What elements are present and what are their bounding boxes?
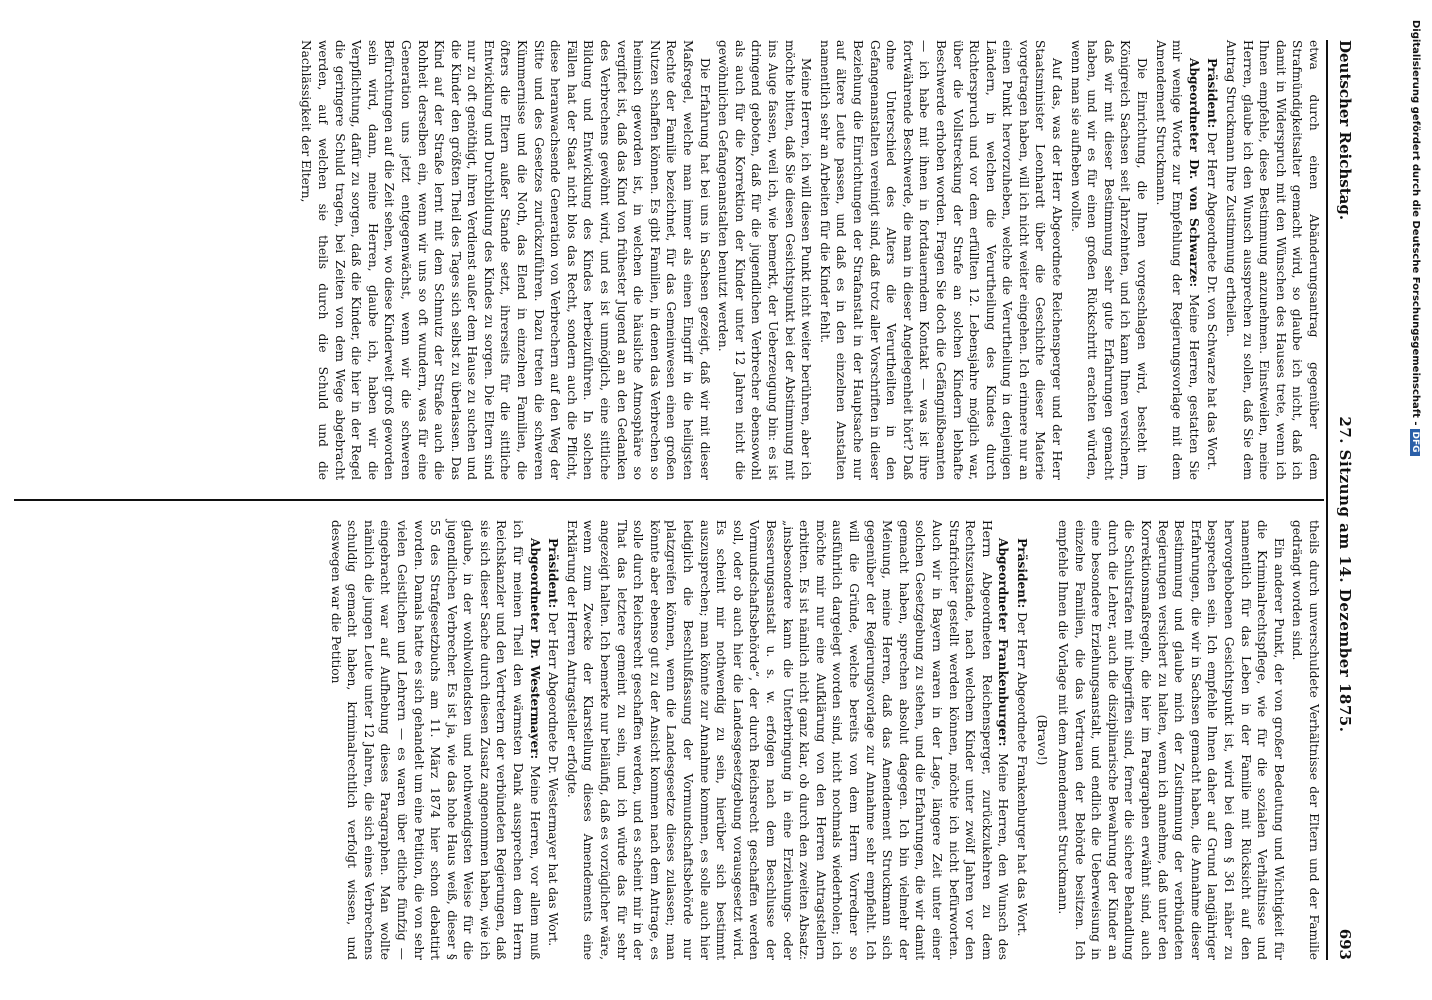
speech-paragraph (1152, 40, 1202, 480)
speaker-name: Präsident: (1014, 538, 1029, 609)
speech-text: Der Herr Abgeordnete Dr. von Schwarze hat das Wort. (1205, 132, 1220, 471)
speaker-name: Abgeordneter Dr. Westermayer: (527, 538, 542, 760)
speaker-name: Abgeordneter Dr. von Schwarze: (1186, 58, 1201, 288)
speech-paragraph (563, 520, 1011, 960)
header-rule (1326, 40, 1328, 960)
interjection: (Bravo!) (1035, 714, 1050, 766)
right-column (325, 520, 1322, 960)
speech-text: Der Herr Abgeordnete Frankenburger hat das Wort. (1014, 612, 1029, 937)
speaker-name: Abgeordneter Frankenburger: (996, 538, 1011, 747)
speech-text: Meine Herren, gestatten Sie mir wenige Worte zur Empfehlung der Regierungsvorlage mit dem Amendement Struckmann. (1153, 40, 1201, 481)
speech-text: Der Herr Abgeordnete Dr. Westermayer hat das Wort. (546, 612, 561, 947)
credit-strip (1405, 20, 1425, 980)
text-paragraph: Die Einrichtung, die Ihnen vorgeschlagen wird, besteht im Königreich Sachsen seit Jahrzehnten, und ich kann Ihnen versichern, daß wir mit dieser Bestimmung sehr gute Erfahrungen gemacht haben, und wir es für einen großen Rückschritt erachten würden, wenn man sie aufheben wollte. (1068, 40, 1150, 480)
header-title: 27. Sitzung am 14. Dezember 1875. (1336, 416, 1354, 733)
speaker-name: Präsident: (546, 538, 561, 609)
speech-paragraph (545, 520, 562, 960)
speech-paragraph (327, 520, 543, 960)
speech-text: Meine Herren, den Wunsch des Herrn Abgeordneten Reichensperger, zurückzukehren zu dem Rechtszustande, nach welchem Kinder unter zwölf Jahren vor den Strafrichter gestellt werden können, möchte ich nicht befürworten. Auch wir in Bayern waren in der Lage, längere Zeit unter einer solchen Gesetzgebung zu stehen, und die Erfahrungen, die wir damit gemacht haben, sprechen absolut dagegen. Ich bin vielmehr der Meinung, meine Herren, daß das Amendement Struckmann sich gegenüber der Regierungsvorlage zur Annahme sehr empfiehlt. Ich will die Gründe, welche bereits von dem Herrn Vorredner so ausführlich dargelegt worden sind, nicht nochmals wiederholen; ich möchte mir nur eine Aufklärung von den Herren Antragstellern erbitten. Es ist nämlich nicht ganz klar, ob durch den zweiten Absatz: „insbesondere kann die Unterbringung in eine Erziehungs- oder Besserungsanstalt u. s. w. erfolgen nach dem Beschlusse der Vormundschaftsbehörde“, der durch Reichsrecht geschaffen werden soll, oder ob auch hier die Landesgesetzgebung vorausgesetzt wird. Es scheint mir nothwendig zu sein, hierüber sich bestimmt auszusprechen; man könnte zur Annahme kommen, es solle auch hier lediglich die Beschlußfassung der Vormundschaftsbehörde nur platzgreifen können, wenn die Landesgesetze dieses zulassen; man könnte aber ebenso gut zu der Ansicht kommen nach dem Antrage, es solle durch Reichsrecht geschaffen werden, und es scheint mir in der That das letztere gemeint zu sein, und ich würde das für sehr angezeigt halten. Ich bemerke nur beiläufig, daß es vorzüglicher wäre, wenn zum Zwecke der Klarstellung dieses Amendements eine Erklärung der Herren Antragsteller erfolgte. (564, 520, 1011, 961)
speech-paragraph (1013, 520, 1030, 960)
text-paragraph: Ein anderer Punkt, der von großer Bedeutung und Wichtigkeit für die Kriminalrechtspflege, wie für die sozialen Verhältnisse und namentlich für das Leben in der Familie mit Rücksicht auf den hervorgehobenen Gesichtspunkt ist, wird bei dem § 361 näher zu besprechen sein. Ich empfehle Ihnen daher auf Grund langjähriger Erfahrungen, die wir in Sachsen gemacht haben, die Annahme dieser Bestimmung und glaube mich der Zustimmung der verbündeten Regierungen versichert zu halten, wenn ich annehme, daß unter den Korrektionsmaßregeln, die hier im Paragraphen erwähnt sind, auch die Schulstrafen mit inbegriffen sind, ferner die sichere Behandlung durch die Lehrer, auch die disziplinarische Bewahrung der Kinder an eine besondere Erziehungsanstalt, und endlich die Ueberweisung in einzelne Familien, die das Vertrauen der Behörde besitzen. Ich empfehle Ihnen die Vorlage mit dem Amendement Struckmann. (1056, 520, 1286, 960)
speech-paragraph (1204, 40, 1221, 480)
speaker-name: Präsident: (1205, 58, 1220, 129)
text-paragraph: Auf das, was der Herr Abgeordnete Reichensperger und der Herr Staatsminister Leonhardt über die Geschichte dieser Materie vorgetragen haben, will ich nicht weiter eingehen. Ich erinnere nur an einen Punkt hervorzuheben, welche die Verurtheilung in denjenigen Ländern, in welchen die Verurtheilung des Kindes durch Richterspruch und vor dem erfüllten 12. Lebensjahre möglich war, über die Vollstreckung der Strafe an solchen Kindern lebhafte Beschwerde erhoben worden. Fragen Sie doch die Gefängnißbeamten — ich habe mit ihnen in fortdauerndem Kontakt — was ist ihre fortwährende Beschwerde, die man in dieser Angelegenheit hört? Daß ohne Unterschied des Alters die Verurtheilten in den Gefangenanstalten vereinigt sind, daß trotz aller Vorschriften in dieser Beziehung die Einrichtungen der Strafanstalt in der Hauptsache nur auf ältere Leute passen, und daß es in den einzelnen Anstalten namentlich sehr an Arbeiten für die Kinder fehlt. (817, 40, 1065, 480)
dfg-logo: DFG (1410, 429, 1420, 456)
header-left: Deutscher Reichstag. (1336, 40, 1354, 221)
text-paragraph: theils durch unverschuldete Verhältnisse der Eltern und der Familie gedrängt worden sind. (1290, 520, 1321, 960)
text-paragraph: etwa durch einen Abänderungsantrag gegenüber dem Strafmündigkeitsalter gemacht wird, so glaube ich nicht, daß ich damit in Widerspruch mit den Wünschen des Hauses trete, wenn ich Ihnen empfehle, diese Bestimmung anzunehmen. Einstweilen, meine Herren, glaube ich den Wunsch aussprechen zu sollen, daß Sie dem Antrag Struckmann Ihre Zustimmung ertheilen. (1224, 40, 1321, 480)
digitization-credit (1410, 20, 1421, 980)
left-column (296, 40, 1322, 480)
text-paragraph: Meine Herren, ich will diesen Punkt nicht weiter berühren, aber ich möchte bitten, daß Sie diesen Gesichtspunkt bei der Abstimmung mit ins Auge fassen, weil ich, wie bemerkt, der Ueberzeugung bin: es ist dringend geboten, daß für die jugendlichen Verbrecher ebensowohl als auch für die Korrektion der Kinder unter 12 Jahren nicht die gewöhnlichen Gefangenanstalten benutzt werden. (716, 40, 814, 480)
page-number: 693 (1336, 928, 1354, 960)
column-divider (14, 499, 1324, 501)
text-paragraph: Die Erfahrung hat bei uns in Sachsen gezeigt, daß wir mit dieser Maßregel, welche man immer als einen Eingriff in die heiligsten Rechte der Familie bezeichnet, für das Gemeinwesen einen großen Nutzen schaffen können. Es gibt Familien, in denen das Verbrechen so heimisch geworden ist, in welchen die häusliche Atmosphäre so vergiftet ist, daß das Kind von frühester Jugend an an den Gedanken des Verbrechens gewöhnt wird, und es ist unmöglich, eine sittliche Bildung und Entwicklung des Kindes herbeizuführen. In solchen Fällen hat der Staat nicht blos das Recht, sondern auch die Pflicht, diese heranwachsende Generation von Verbrechern auf den Weg der Sitte und des Gesetzes zurückzuführen. Dazu treten die schweren Kümmernisse und die Noth, das Elend in einzelnen Familien, die öfters die Eltern außer Stande setzt, ihrerseits für die sittliche Entwicklung und Durchbildung des Kindes zu sorgen. Die Eltern sind nur zu oft genöthigt, ihren Verdienst außer dem Hause zu suchen und die Kinder den größten Theil des Tages sich selbst zu überlassen. Das Kind auf der Straße lernt mit dem Schmutz der Straße auch die Rohheit derselben ein, wenn wir uns so oft wundern, was für eine Generation uns jetzt entgegenwächst, wenn wir die schweren Befürchtungen auf die Zeit sehen, wo diese Kinderwelt groß geworden sein wird, dann, meine Herren, glaube ich, haben wir die Verpflichtung, dafür zu sorgen, daß die Kinder, die hier in der Regel die geringere Schuld tragen, bei Zeiten von dem Wege abgebracht werden, auf welchen sie theils durch die Schuld und die Nachlässigkeit der Eltern, (299, 40, 712, 480)
page-header (1330, 40, 1360, 960)
credit-text: Digitalisierung gefördert durch die Deutsche Forschungsgemeinschaft - (1410, 20, 1421, 426)
speech-text: Meine Herren, vor allem muß ich für meinen Theil den wärmsten Dank aussprechen dem Herrn Reichskanzler und den Vertretern der verbündeten Regierungen, daß sie sich dieser Sache durch diesen Zusatz angenommen haben, wie ich glaube, in der wohlwollendsten und nothwendigsten Weise für die jugendlichen Verbrecher. Es ist ja, wie das hohe Haus weiß, dieser § 55 des Strafgesetzbuchs am 11. März 1874 hier schon debattirt worden. Damals hatte es sich gehandelt um eine Petition, die von sehr vielen Geistlichen und Lehrern — es waren über etliche fünfzig — eingebracht war auf Aufhebung dieses Paragraphen. Man wollte nämlich die jungen Leute unter 12 Jahren, die sich eines Verbrechens schuldig gemacht haben, kriminalrechtlich verfolgt wissen, und deswegen war die Petition (328, 520, 542, 960)
